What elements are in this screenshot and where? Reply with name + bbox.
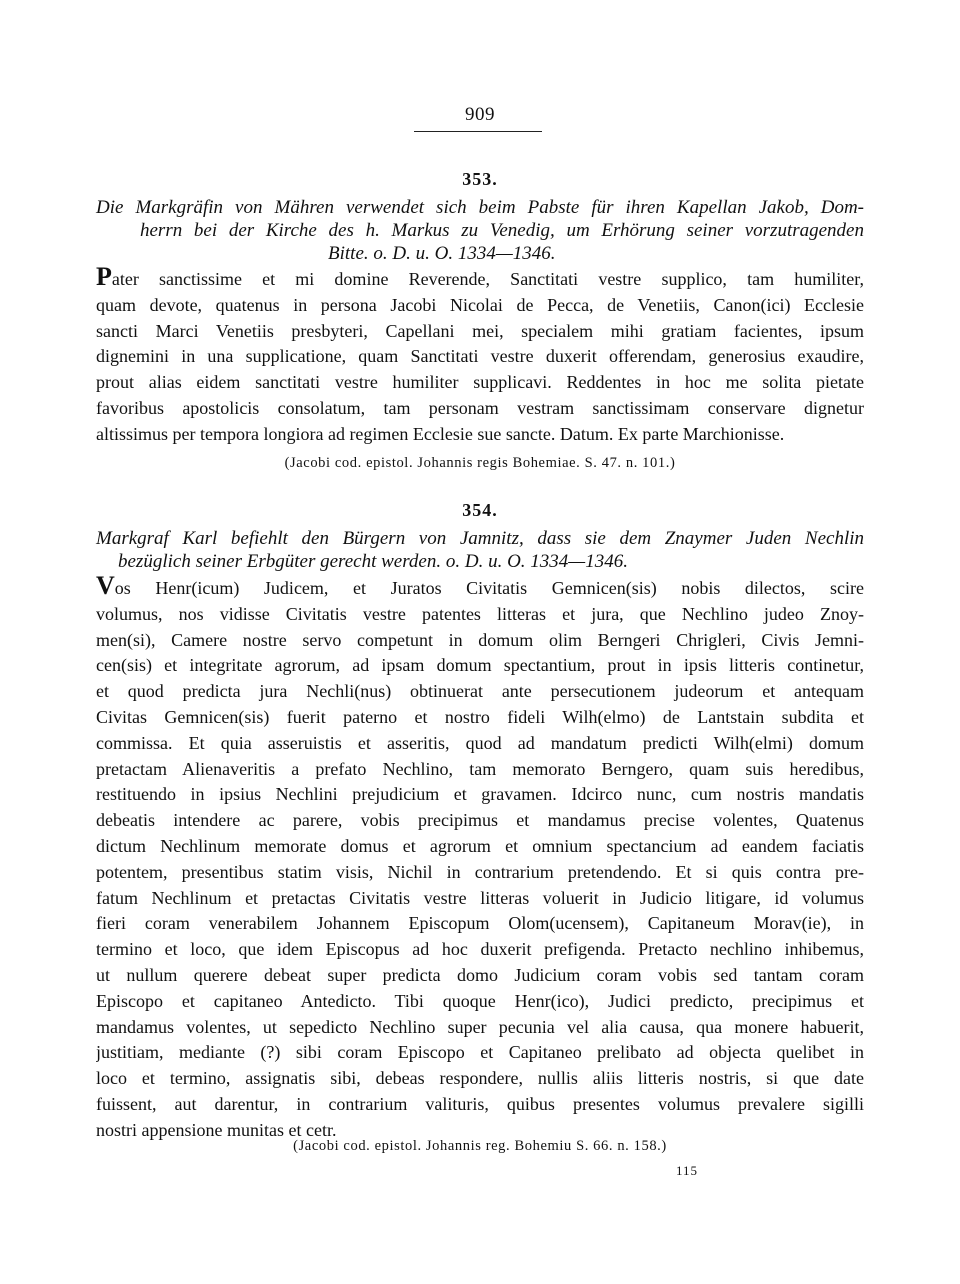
body-line: termino et loco, que idem Episcopus ad hoc duxerit prefigenda. Pretacto nechlino inhibemus,: [96, 939, 864, 960]
body-line: [96, 267, 864, 293]
body-line: volumus, nos vidisse Civitatis vestre patentes litteras et jura, que Nechlino judeo Znoy-: [96, 603, 864, 624]
body-line: Episcopo et capitaneo Antedicto. Tibi quoque Henr(ico), Judici predicto, precipimus et: [96, 990, 864, 1011]
body-line: et quod predicta jura Nechli(nus) obtinuerat ante persecutionem judeorum et antequam: [96, 681, 864, 702]
body-line: justitiam, mediante (?) sibi coram Episcopo et Capitaneo prelibato ad objecta quelibet in: [96, 1042, 864, 1063]
document-body-354: [96, 576, 864, 1144]
body-line: [96, 576, 864, 602]
document-number-354: 354.: [462, 500, 498, 520]
body-line: nostri appensione munitas et cetr.: [96, 1119, 337, 1140]
document-heading-353: [96, 196, 864, 265]
body-line: fieri coram venerabilem Johannem Episcopum Olom(ucensem), Capitaneum Morav(ie), in: [96, 913, 864, 934]
body-line: fuissent, aut darentur, in contrarium valituris, quibus presentes volumus prevalere sigilli: [96, 1093, 864, 1114]
citation-354: (Jacobi cod. epistol. Johannis reg. Bohemiu S. 66. n. 158.): [293, 1138, 667, 1154]
body-line: dignemini in una supplicatione, quam Sanctitati vestre duxerit offerendam, generosius exaudire,: [96, 346, 864, 367]
first-line-text: ater sanctissime et mi domine Reverende, Sanctitati vestre supplico, tam humiliter,: [111, 269, 864, 289]
body-line: commissa. Et quia asseruistis et asseritis, quod ad mandatum predicti Wilh(elmi) domum: [96, 732, 864, 753]
document-number-353: 353.: [462, 169, 498, 189]
initial-letter: V: [96, 576, 115, 600]
body-line: altissimus per tempora longiora ad regimen Ecclesie sue sancte. Datum. Ex parte Marchionisse.: [96, 423, 785, 444]
body-line: loco et termino, assignatis sibi, debeas respondere, nullis aliis litteris nostris, si que date: [96, 1068, 864, 1089]
body-line: Civitas Gemnicen(sis) fuerit paterno et nostro fideli Wilh(elmo) de Lantstain subdita et: [96, 706, 864, 727]
body-line: cen(sis) et integritate agrorum, ad ipsam domum spectantium, prout in ipsis litteris continetur,: [96, 655, 864, 676]
document-heading-354: [96, 527, 864, 573]
signature-mark: 115: [676, 1163, 699, 1178]
body-line: men(si), Camere nostre servo competunt in domum olim Berngeri Chrigleri, Civis Jemni-: [96, 629, 864, 650]
page-number: 909: [465, 104, 495, 125]
header-rule: [414, 131, 542, 132]
heading-line: Bitte. o. D. u. O. 1334—1346.: [328, 243, 556, 264]
body-line: restituendo in ipsius Nechlini prejudicium et gravamen. Idcirco nunc, cum nostris mandatis: [96, 784, 864, 805]
body-line: pretactam Alienaveritis a prefato Nechlino, tam memorato Berngero, quam suis heredibus,: [96, 758, 864, 779]
initial-letter: P: [96, 267, 112, 291]
body-line: mandamus volentes, ut sepedicto Nechlino super pecunia vel alia causa, qua monere habuerit,: [96, 1016, 864, 1037]
heading-line: herrn bei der Kirche des h. Markus zu Venedig, um Erhörung seiner vorzutragenden: [140, 220, 864, 241]
body-line: sancti Marci Venetiis presbyteri, Capellani mei, specialem mihi gratiam facientes, ipsum: [96, 320, 864, 341]
heading-line: Die Markgräfin von Mähren verwendet sich beim Pabste für ihren Kapellan Jakob, Dom-: [96, 197, 864, 218]
citation-353: (Jacobi cod. epistol. Johannis regis Bohemiae. S. 47. n. 101.): [284, 455, 676, 471]
document-body-353: [96, 267, 864, 448]
first-line-text: os Henr(icum) Judicem, et Juratos Civitatis Gemnicen(sis) nobis dilectos, scire: [114, 578, 864, 598]
body-line: dictum Nechlinum memorate domus et agrorum et omnium spectancium ad eandem faciatis: [96, 835, 864, 856]
body-line: quam devote, quatenus in persona Jacobi Nicolai de Pecca, de Venetiis, Canon(ici) Ecclesie: [96, 294, 864, 315]
body-line: favoribus apostolicis consolatum, tam personam vestram sanctissimam conservare dignetur: [96, 397, 864, 418]
body-line: prout alias eidem sanctitati vestre humiliter supplicavi. Reddentes in hoc me solita pietate: [96, 372, 864, 393]
heading-line: Markgraf Karl befiehlt den Bürgern von Jamnitz, dass sie dem Znaymer Juden Nechlin: [96, 528, 864, 549]
heading-line: bezüglich seiner Erbgüter gerecht werden. o. D. u. O. 1334—1346.: [118, 551, 628, 572]
body-line: fatum Nechlinum et pretactas Civitatis vestre litteras voluerit in Judicio litigare, id volumus: [96, 887, 864, 908]
body-line: ut nullum querere debeat super predicta domo Judicium coram vobis sed tantam coram: [96, 964, 864, 985]
body-line: debeatis intendere ac parere, vobis precipimus et mandamus precise volentes, Quatenus: [96, 810, 864, 831]
body-line: potentem, presentibus statim visis, Nichil in contrarium pretendendo. Et si quis contra pre-: [96, 861, 864, 882]
